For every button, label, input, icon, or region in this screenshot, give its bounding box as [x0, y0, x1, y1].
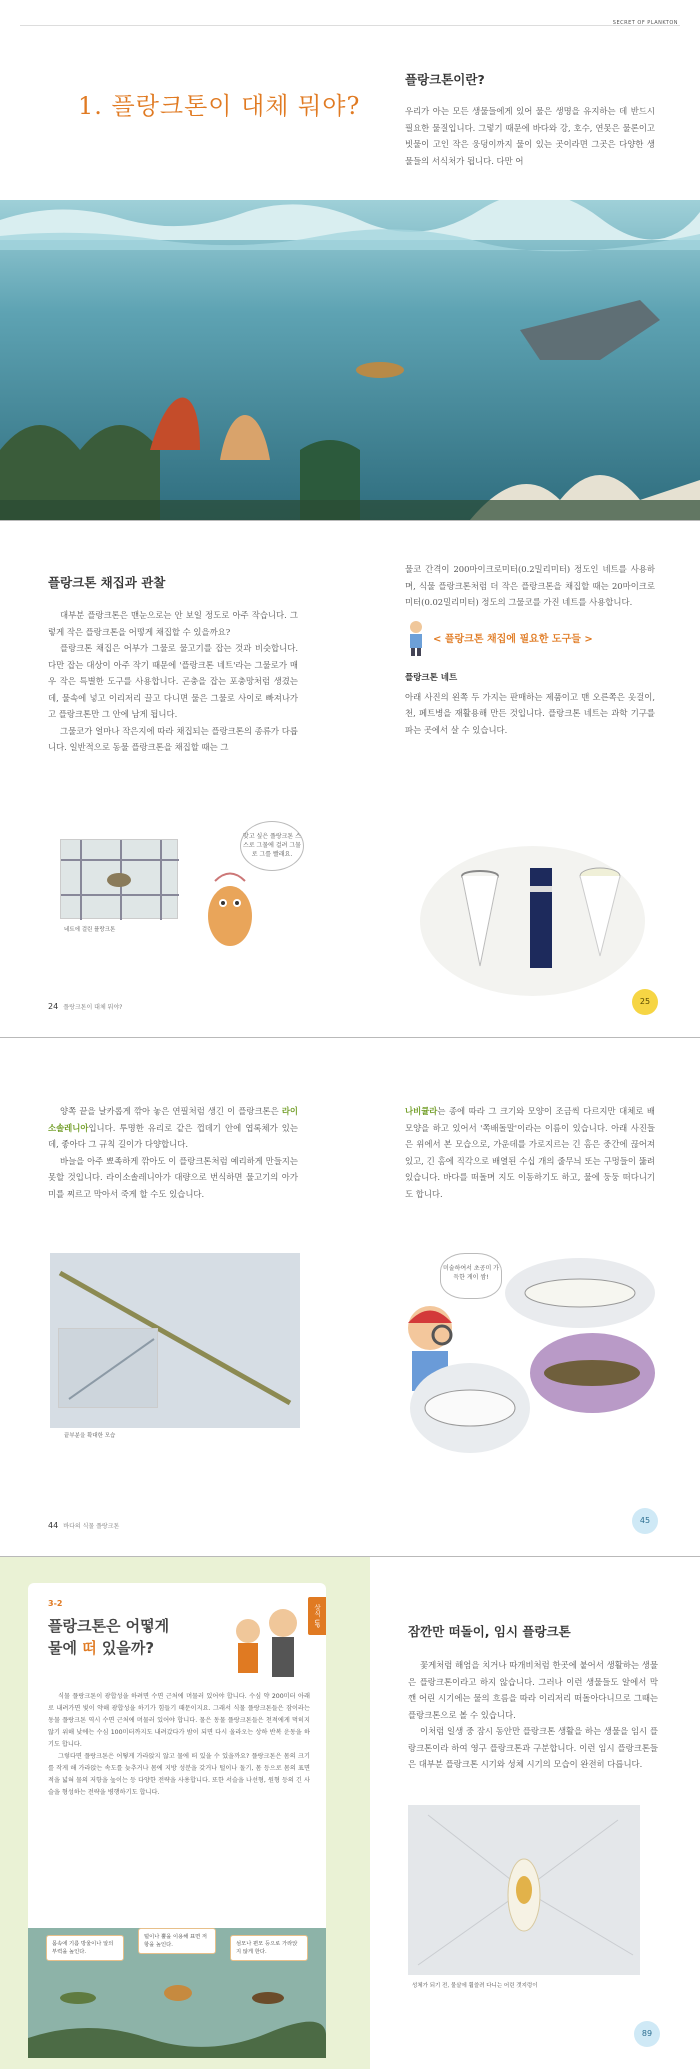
title-part: 물에 [48, 1639, 83, 1657]
boy-icon [405, 619, 427, 657]
section-title: 플랑크톤이란? [405, 72, 485, 87]
nets-photo [420, 846, 645, 996]
left-column [48, 551, 298, 756]
three-nets [420, 846, 645, 996]
page-phytoplankton [0, 1038, 700, 1556]
right-column [405, 551, 655, 738]
running-header: SECRET OF PLANKTON [612, 20, 678, 26]
intro-paragraph: 우리가 아는 모든 생물들에게 있어 물은 생명을 유지하는 데 반드시 필요한 물질입니다. 그렇기 때문에 바다와 강, 호수, 연못은 물론이고 빗물이 고인 작은 웅덩이까지 물이 있는 곳이라면 그곳은 다양한 생물들의 서식처가 됩니다. 다만 어 [405, 106, 655, 166]
larva [408, 1805, 640, 1975]
net-heading: 플랑크톤 네트 [405, 672, 458, 683]
plankton-character [195, 861, 265, 951]
temporary-plankton-heading: 잠깐만 떠돌이, 임시 플랑크톤 [408, 1624, 571, 1639]
tools-title: < 플랑크톤 채집에 필요한 도구들 > [433, 634, 593, 645]
rhizosolenia-paragraph-2: 바늘을 아주 뾰족하게 깎아도 이 플랑크톤처럼 예리하게 만들지는 못할 것입니다. 라이소솔레니아가 대량으로 번식하면 물고기의 아가미를 찌르고 막아서 죽게 할 수도 있습니다. [48, 1155, 298, 1199]
page-number-44: 44 [48, 1521, 59, 1530]
navicula-photo-1 [505, 1258, 655, 1328]
mesh-paragraph: 물코 간격이 200마이크로미터(0.2밀리미터) 정도인 네트를 사용하며, 식물 플랑크톤처럼 더 작은 플랑크톤을 채집할 때는 20마이크로미터(0.02밀리미터) 정도의 그물코를 가진 네트를 사용합니다. [405, 564, 655, 607]
page-number-24: 24 [48, 1002, 59, 1011]
ocean-illustration [0, 200, 700, 520]
navicula-paragraph [405, 1103, 655, 1202]
highlight-rhizosolenia: 라이소솔레니아 [48, 1106, 298, 1133]
net-photo-caption: 네트에 걸린 플랑크톤 [64, 927, 116, 933]
para-part: 는 종에 따라 그 크기와 모양이 조금씩 다르지만 대체로 배 모양을 하고 있어서 '쪽배돌말'이라는 이름이 있습니다. 아래 사진들은 위에서 본 모습으로, 가운데를 가로지르는 긴 홈은 중간에 끊어져 있고, 긴 홈에 직각으로 배열된 수십 개의 줄무늬 또는 구멍들이 뚫려 있습니다. 바다를 떠돌며 지도 이동하기도 하고, 물에 둥둥 떠다니기도 합니다. [405, 1106, 655, 1199]
page-number-left [48, 1002, 122, 1011]
card-paragraph-2: 그렇다면 플랑크톤은 어떻게 가라앉지 않고 물에 떠 있을 수 있을까요? 플랑크톤은 몸의 크기를 작게 해 가라앉는 속도를 늦추거나 몸에 지방 성분을 갖거나 털이나 돌기, 몸 등으로 몸의 표면적을 넓혀 물의 저항을 높이는 등 다양한 전략을 사용합니다. 또한 서슬을 나선형, 원형 등의 긴 사슬을 형성하는 전략을 병행하기도 합니다. [48, 1753, 310, 1796]
chapter-title: 1. 플랑크톤이 대체 뭐야? [78, 92, 361, 120]
rhizosolenia-paragraph-1 [48, 1103, 298, 1153]
title-highlight: 떠 [82, 1639, 97, 1657]
title-part: 있을까? [96, 1639, 155, 1657]
card-title-line-1: 플랑크톤은 어떻게 [48, 1617, 170, 1635]
collection-paragraph-2: 플랑크톤 채집은 어부가 그물로 물고기를 잡는 것과 비슷합니다. 다만 잡는 대상이 아주 작기 때문에 '플랑크톤 네트'라는 그물로가 매우 작은 특별한 도구를 사용합니다. 곤충을 잡는 포충망처럼 생겼는데, 물속에 넣고 이리저리 끌고 다니면 물은 그물로 사이로 빠져나가고 플랑크톤만 그 안에 남게 됩니다. [48, 643, 298, 719]
collection-paragraph-1: 대부분 플랑크톤은 맨눈으로는 안 보일 정도로 아주 작습니다. 그렇게 작은 플랑크톤을 어떻게 채집할 수 있을까요? [48, 610, 298, 637]
strategy-cilia: 섬모나 편모 등으로 가라앉지 않게 한다. [230, 1935, 308, 1961]
page-footer-title: 플랑크톤이 대체 뭐야? [63, 1004, 123, 1011]
larva-caption: 성체가 되기 전, 물살에 휩쓸려 다니는 어린 갯지렁이 [412, 1983, 538, 1989]
temp-paragraph-2: 이처럼 일생 중 잠시 동안만 플랑크톤 생활을 하는 생물을 임시 플랑크톤이라 하여 영구 플랑크톤과 구분합니다. 이런 임시 플랑크톤들은 대부분 플랑크톤 시기와 성체 시기의 모습이 완전히 다릅니다. [408, 1726, 658, 1769]
speech-bubble: 맞고 싶은 플랑크톤 스스로 그물에 걸려 그물로 그를 빨래요. [240, 821, 304, 871]
needle-tip [59, 1329, 159, 1409]
page-footer-title: 바다의 식물 플랑크톤 [63, 1523, 120, 1530]
card-label: 3-2 [48, 1599, 63, 1608]
ray-fish [356, 362, 404, 378]
strategy-oil: 몸속에 기름 방울이나 알의 부력을 높인다. [46, 1935, 124, 1961]
net-grid [61, 840, 179, 920]
navicula-photo-3 [410, 1363, 530, 1453]
collection-paragraph-3: 그물코가 얼마나 작은지에 따라 채집되는 플랑크톤의 종류가 다릅니다. 일반적으로 동물 플랑크톤을 채집할 때는 그 [48, 725, 298, 752]
card-paragraphs [48, 1691, 310, 1799]
speech-bubble: 미술하여서 초공미 가득한 게이 쌈! [440, 1253, 502, 1299]
tools-title-row [405, 619, 655, 657]
para-part: 양쪽 끝을 날카롭게 깎아 놓은 연필처럼 생긴 이 플랑크톤은 [60, 1106, 279, 1116]
page-number-right: 45 [632, 1508, 658, 1534]
page-plankton-intro [0, 0, 700, 520]
temp-paragraph-1: 꽃게처럼 해엄을 치거나 따개비처럼 한곳에 붙어서 생활하는 생물은 플랑크톤이라고 하지 않습니다. 그러나 이런 생물들도 알에서 막 깬 어린 시기에는 물의 흐름을 따라 이리저리 떠돌아다니므로 그때는 플랑크톤으로 볼 수 있습니다. [408, 1660, 658, 1720]
zoom-photo-caption: 끝부분을 확대한 모습 [64, 1433, 116, 1439]
zoom-photo [58, 1328, 158, 1408]
larva-photo [408, 1805, 640, 1975]
page-buoyancy [0, 1557, 700, 2069]
net-plankton-photo [60, 839, 178, 919]
card-title [48, 1615, 169, 1659]
diatom-cell [505, 1258, 655, 1328]
page-number-right: 89 [634, 2021, 660, 2047]
diatom-cell [410, 1363, 530, 1453]
info-card [28, 1583, 326, 2058]
page-plankton-collection [0, 521, 700, 1037]
header-rule [20, 25, 680, 26]
kids-illustration [218, 1601, 308, 1681]
tip-tag: 상식 UP [308, 1597, 326, 1635]
right-page [370, 1557, 700, 2069]
card-title-line-2 [48, 1637, 169, 1659]
page-number-left [48, 1521, 119, 1530]
left-column [48, 1103, 298, 1202]
para-part: 입니다. 투명한 유리로 같은 껍데기 안에 엽록체가 있는데, 좋아다 그 규칙 길이가 다양합니다. [48, 1122, 298, 1149]
net-paragraph: 아래 사진의 왼쪽 두 가지는 판매하는 제품이고 맨 오른쪽은 옷걸이, 천, 페트병을 재활용해 만든 것입니다. 플랑크톤 네트는 과학 기구를 파는 곳에서 살 수 있습니다. [405, 691, 655, 735]
navicula-photo-2 [530, 1333, 655, 1413]
highlight-navicula: 나비큘라 [405, 1106, 438, 1116]
strategy-spines: 털이나 뿔을 이용해 표면 저항을 높인다. [138, 1928, 216, 1954]
diatom-cell [530, 1333, 655, 1413]
card-paragraph-1: 식물 플랑크톤이 광합성을 하려면 수면 근처에 머물러 있어야 합니다. 수심 약 200미터 아래로 내려가면 빛이 약해 광합성을 하기가 힘들기 때문이지요. 그래서 식물 플랑크톤들은 잠이라는 동물 플랑크톤 역시 수면 근처에 머물러 있어야 합니다. 물은 동물 플랑크톤들은 천적에게 먹히지 않기 위해 낮에는 수심 100미터까지도 내려갔다가 밤이 되면 다시 올라오는 상하 반복 운동을 하기도 합니다. [48, 1693, 310, 1748]
collection-heading: 플랑크톤 채집과 관찰 [48, 575, 166, 590]
page-number-right: 25 [632, 989, 658, 1015]
right-column [405, 1103, 655, 1202]
temporary-plankton-text [408, 1657, 658, 1773]
